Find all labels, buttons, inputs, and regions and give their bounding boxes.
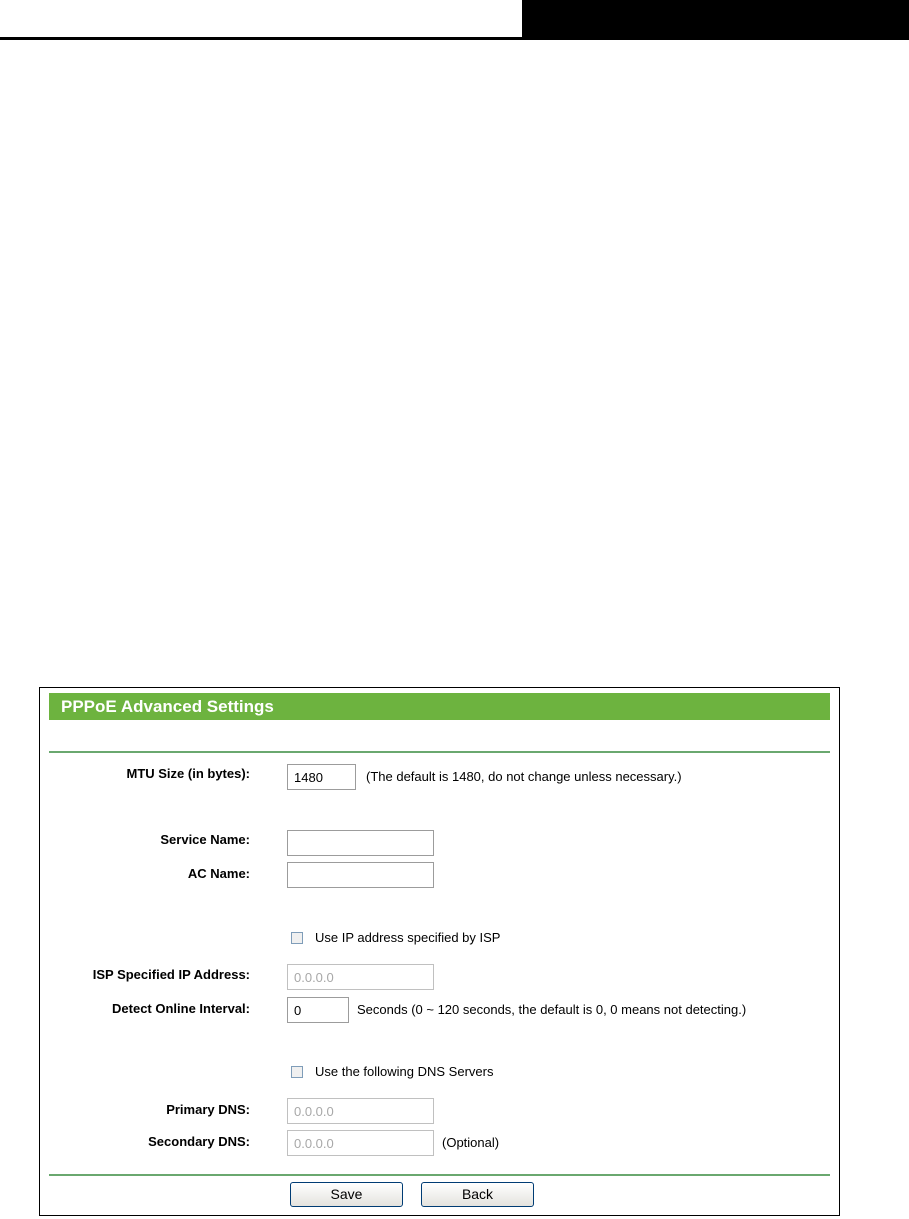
use-isp-ip-checkbox[interactable]: [291, 932, 303, 944]
use-dns-checkbox[interactable]: [291, 1066, 303, 1078]
secondary-dns-note: (Optional): [442, 1135, 500, 1150]
mtu-size-label: MTU Size (in bytes):: [126, 766, 250, 781]
isp-ip-label: ISP Specified IP Address:: [92, 967, 250, 982]
save-button[interactable]: Save: [290, 1182, 403, 1207]
bottom-divider: [49, 1174, 830, 1176]
use-dns-row[interactable]: [291, 1064, 493, 1079]
pppoe-advanced-settings-panel: [39, 687, 840, 1216]
isp-ip-input[interactable]: [287, 964, 434, 990]
secondary-dns-label: Secondary DNS:: [148, 1134, 250, 1149]
service-name-input[interactable]: [287, 830, 434, 856]
ac-name-input[interactable]: [287, 862, 434, 888]
mtu-size-note: (The default is 1480, do not change unless necessary.): [366, 769, 682, 784]
use-isp-ip-label: Use IP address specified by ISP: [315, 930, 501, 945]
ac-name-label: AC Name:: [187, 866, 250, 881]
document-header-bar: [522, 0, 909, 38]
top-divider: [49, 751, 830, 753]
detect-online-interval-label: Detect Online Interval:: [112, 1001, 250, 1016]
document-header-rule: [0, 37, 909, 40]
use-isp-ip-row[interactable]: [291, 930, 500, 945]
secondary-dns-input[interactable]: [287, 1130, 434, 1156]
use-dns-label: Use the following DNS Servers: [315, 1064, 494, 1079]
mtu-size-input[interactable]: [287, 764, 356, 790]
detect-online-interval-input[interactable]: [287, 997, 349, 1023]
primary-dns-label: Primary DNS:: [166, 1102, 250, 1117]
back-button[interactable]: Back: [421, 1182, 534, 1207]
detect-online-interval-note: Seconds (0 ~ 120 seconds, the default is 0, 0 means not detecting.): [357, 1002, 747, 1017]
panel-title: PPPoE Advanced Settings: [49, 693, 830, 720]
primary-dns-input[interactable]: [287, 1098, 434, 1124]
service-name-label: Service Name:: [160, 832, 250, 847]
